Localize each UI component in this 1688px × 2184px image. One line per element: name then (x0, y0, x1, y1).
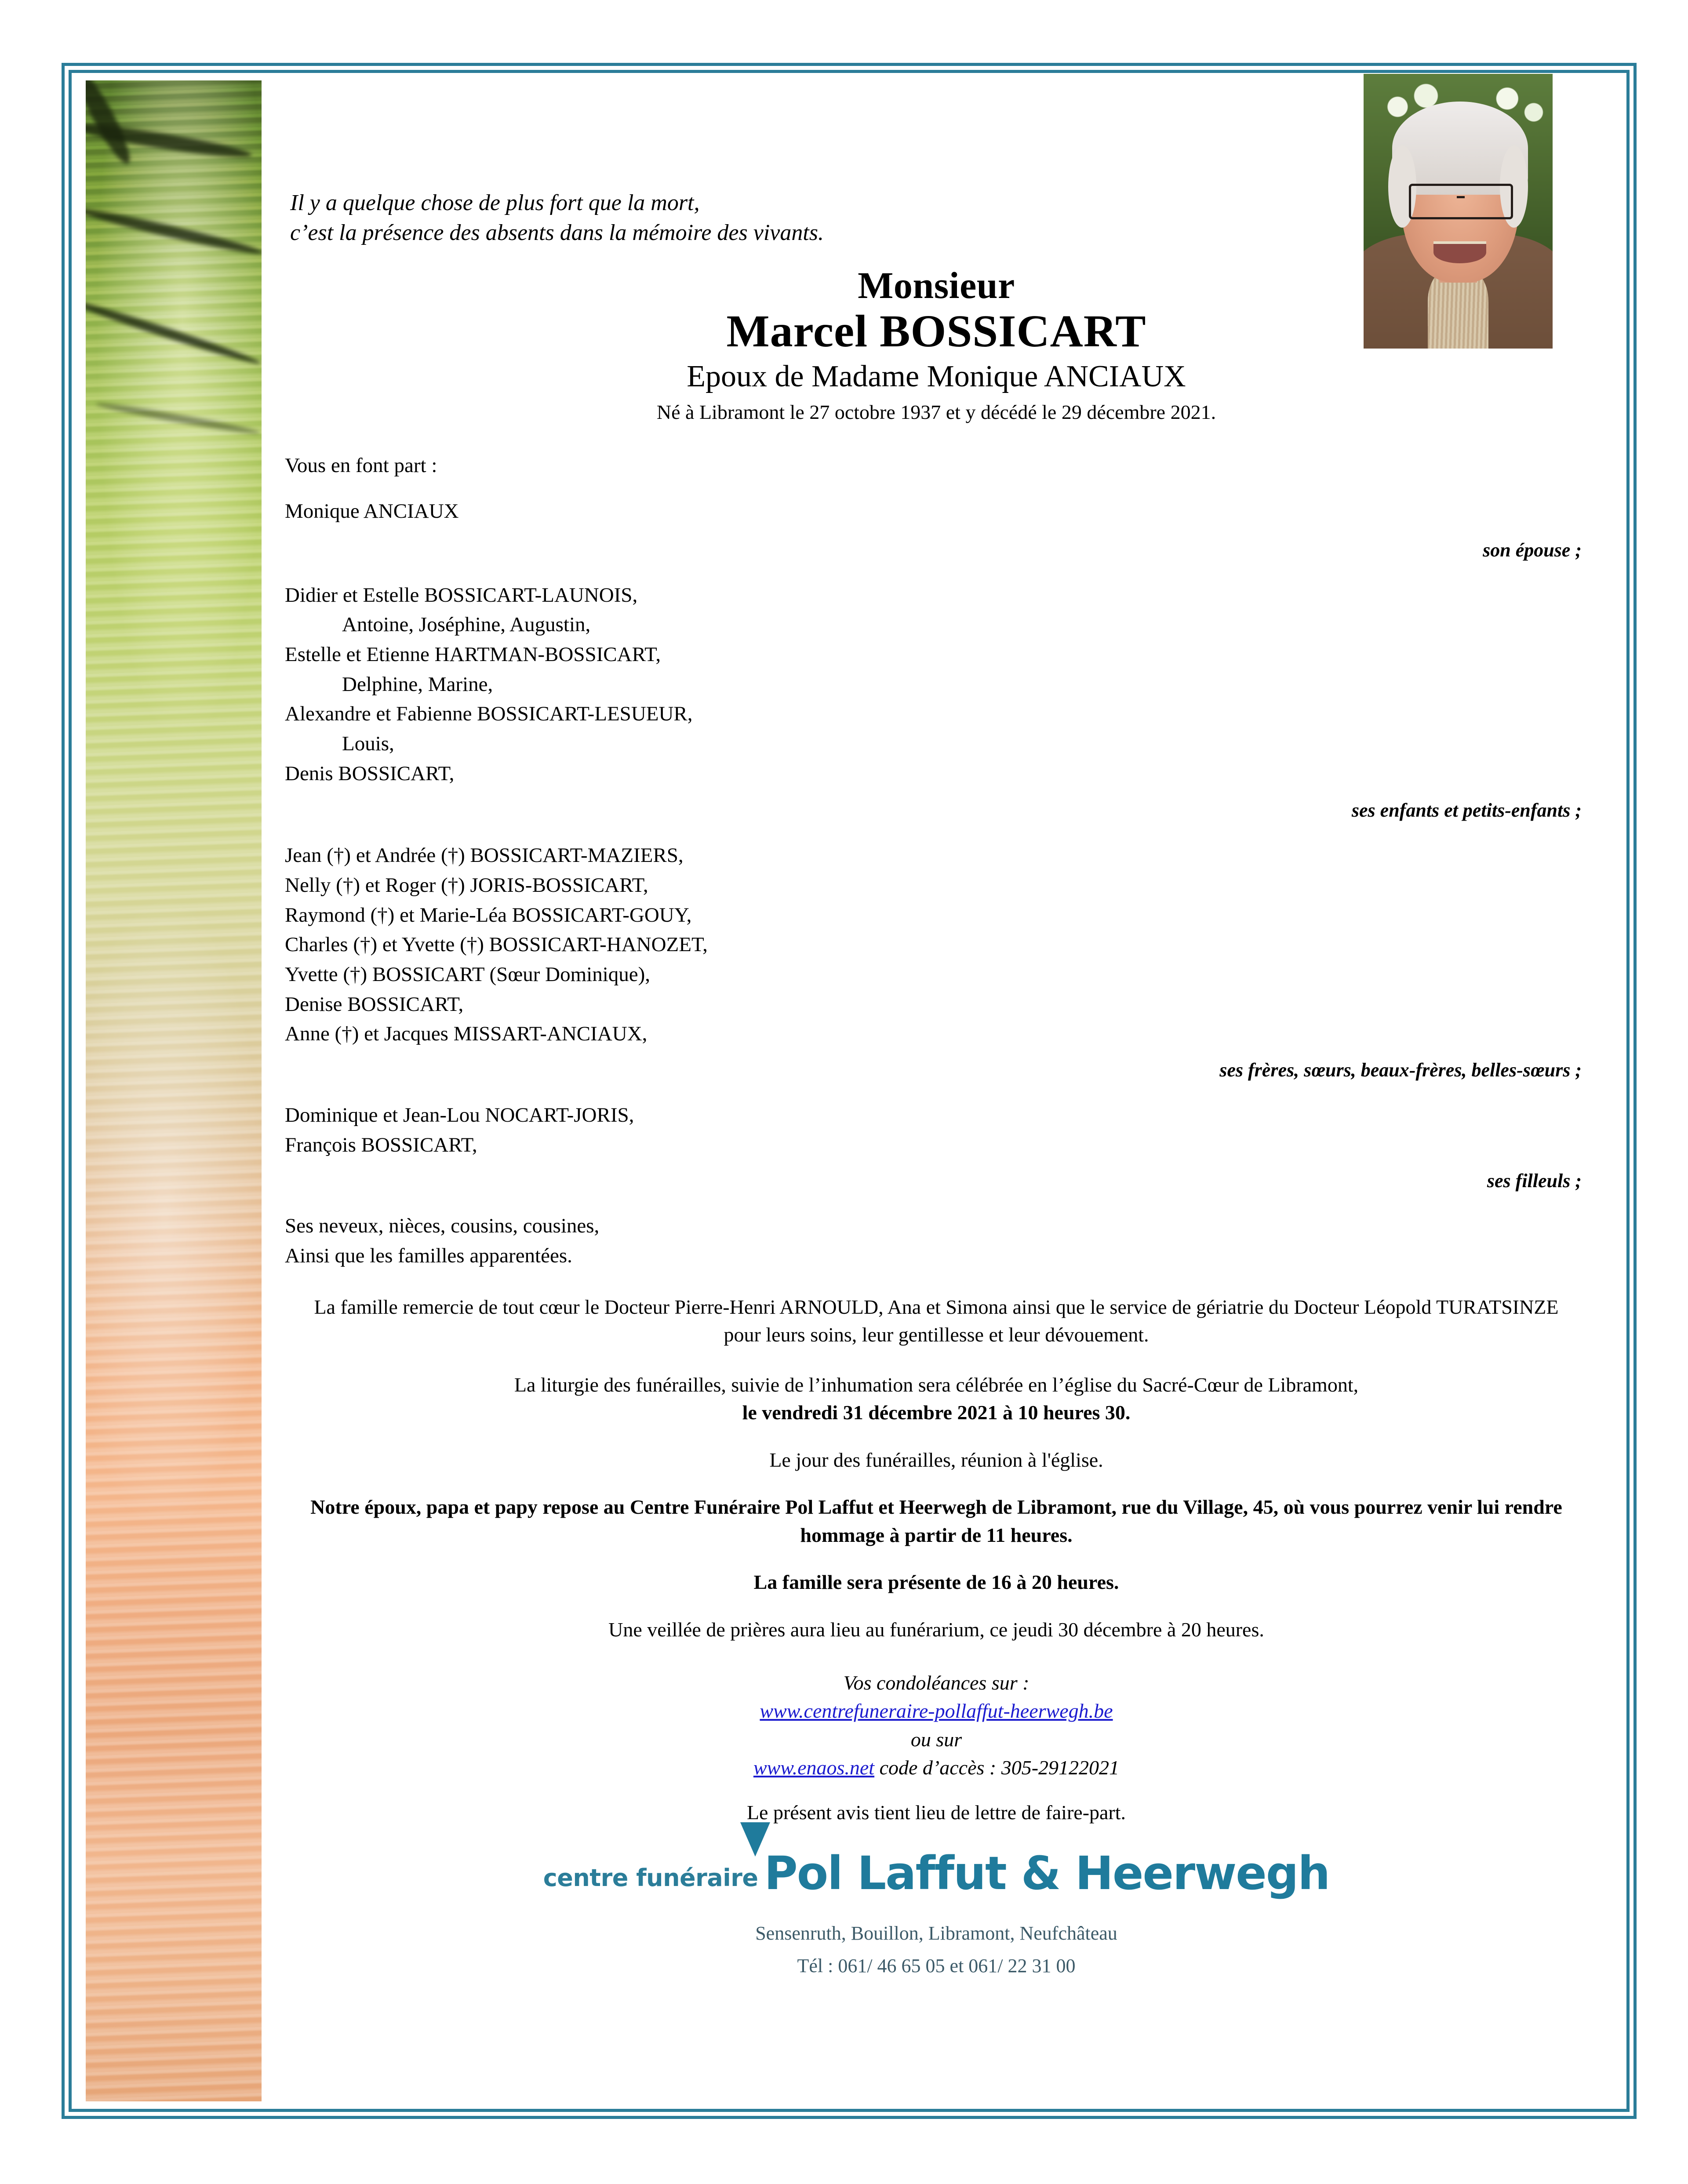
condolences-intro: Vos condoléances sur : (843, 1672, 1030, 1694)
repose-paragraph: Notre époux, papa et papy repose au Centre Funéraire Pol Laffut et Heerwegh de Libramont, rue du Village, 45, où vous pourrez venir lui rendre hommage à partir de 11 heures. (310, 1496, 1562, 1546)
family-siblings-group (285, 841, 1591, 1049)
family-name-line: Louis, (342, 732, 394, 756)
family-spouse-group (285, 497, 1591, 527)
title-block (281, 265, 1591, 425)
family-name-line: Nelly (†) et Roger (†) JORIS-BOSSICART, (285, 874, 648, 897)
deceased-name: Marcel BOSSICART (726, 306, 1146, 357)
liturgy-paragraph (281, 1371, 1591, 1427)
decorative-nature-strip (86, 80, 262, 2101)
birth-death-dates: Né à Libramont le 27 octobre 1937 et y décédé le 29 décembre 2021. (656, 400, 1216, 423)
family-name-line: Denis BOSSICART, (285, 762, 455, 785)
family-name-line: Dominique et Jean-Lou NOCART-JORIS, (285, 1104, 634, 1127)
reunion-paragraph: Le jour des funérailles, réunion à l'église. (769, 1448, 1103, 1471)
family-presence-paragraph: La famille sera présente de 16 à 20 heures. (753, 1571, 1119, 1594)
family-name-line: Denise BOSSICART, (285, 992, 464, 1016)
family-name-line: Jean (†) et Andrée (†) BOSSICART-MAZIERS, (285, 844, 684, 867)
family-name-line: Anne (†) et Jacques MISSART-ANCIAUX, (285, 1022, 648, 1046)
family-name-line: Ainsi que les familles apparentées. (285, 1244, 572, 1268)
role-label-children: ses enfants et petits-enfants ; (1351, 799, 1582, 821)
family-name-line: François BOSSICART, (285, 1133, 477, 1156)
epigraph-line-2: c’est la présence des absents dans la mémoire des vivants. (290, 220, 824, 245)
condolences-block (281, 1669, 1591, 1782)
liturgy-datetime: le vendredi 31 décembre 2021 à 10 heures 30. (742, 1401, 1131, 1424)
footer-phone: Tél : 061/ 46 65 05 et 061/ 22 31 00 (797, 1955, 1076, 1977)
funeral-home-logo (281, 1846, 1591, 1900)
thanks-paragraph: La famille remercie de tout cœur le Docteur Pierre-Henri ARNOULD, Ana et Simona ainsi que le service de gériatrie du Docteur Léopold TURATSINZE pour leurs soins, leur gentillesse et leur dévouement. (314, 1295, 1559, 1346)
obituary-content (281, 80, 1591, 1980)
family-name-line: Alexandre et Fabienne BOSSICART-LESUEUR, (285, 702, 693, 726)
condolences-url-enaos[interactable]: www.enaos.net (753, 1756, 875, 1779)
footer-block (281, 1919, 1591, 1980)
family-name-line: Estelle et Etienne HARTMAN-BOSSICART, (285, 643, 661, 666)
condolences-access-code: code d’accès : 305-29122021 (874, 1756, 1120, 1779)
announcement-intro: Vous en font part : (285, 454, 437, 477)
footer-locations: Sensenruth, Bouillon, Libramont, Neufchâteau (755, 1922, 1117, 1944)
role-label-spouse: son épouse ; (1483, 539, 1582, 561)
condolences-or: ou sur (910, 1728, 962, 1751)
family-name-line: Yvette (†) BOSSICART (Sœur Dominique), (285, 963, 651, 986)
epigraph (290, 188, 1591, 247)
spouse-line: Epoux de Madame Monique ANCIAUX (687, 359, 1186, 393)
condolences-url-primary[interactable]: www.centrefuneraire-pollaffut-heerwegh.be (760, 1700, 1113, 1722)
closing-note: Le présent avis tient lieu de lettre de faire-part. (746, 1801, 1126, 1824)
family-others-group (285, 1211, 1591, 1271)
family-name-line: Antoine, Joséphine, Augustin, (342, 613, 591, 636)
triangle-icon (740, 1822, 770, 1857)
logo-row (543, 1846, 1330, 1900)
logo-brand-name: Pol Laffut & Heerwegh (764, 1846, 1330, 1900)
vigil-paragraph: Une veillée de prières aura lieu au funérarium, ce jeudi 30 décembre à 20 heures. (608, 1618, 1264, 1641)
family-name-line: Charles (†) et Yvette (†) BOSSICART-HANOZET, (285, 933, 708, 956)
family-godchildren-group (285, 1101, 1591, 1160)
role-label-siblings: ses frères, sœurs, beaux-frères, belles-sœurs ; (1219, 1059, 1582, 1081)
liturgy-intro-text: La liturgie des funérailles, suivie de l’inhumation sera célébrée en l’église du Sacré-Cœur de Libramont, (514, 1373, 1359, 1396)
family-name-line: Raymond (†) et Marie-Léa BOSSICART-GOUY, (285, 903, 692, 927)
honorific: Monsieur (858, 264, 1015, 307)
family-name-line: Didier et Estelle BOSSICART-LAUNOIS, (285, 583, 638, 607)
strip-texture (86, 80, 262, 2101)
role-label-godchildren: ses filleuls ; (1487, 1170, 1582, 1192)
family-children-group (285, 581, 1591, 789)
family-name-line: Ses neveux, nièces, cousins, cousines, (285, 1214, 600, 1238)
epigraph-line-1: Il y a quelque chose de plus fort que la mort, (290, 190, 700, 215)
family-name-line: Monique ANCIAUX (285, 500, 459, 523)
family-name-line: Delphine, Marine, (342, 672, 493, 696)
logo-subtitle: centre funéraire (543, 1864, 758, 1892)
